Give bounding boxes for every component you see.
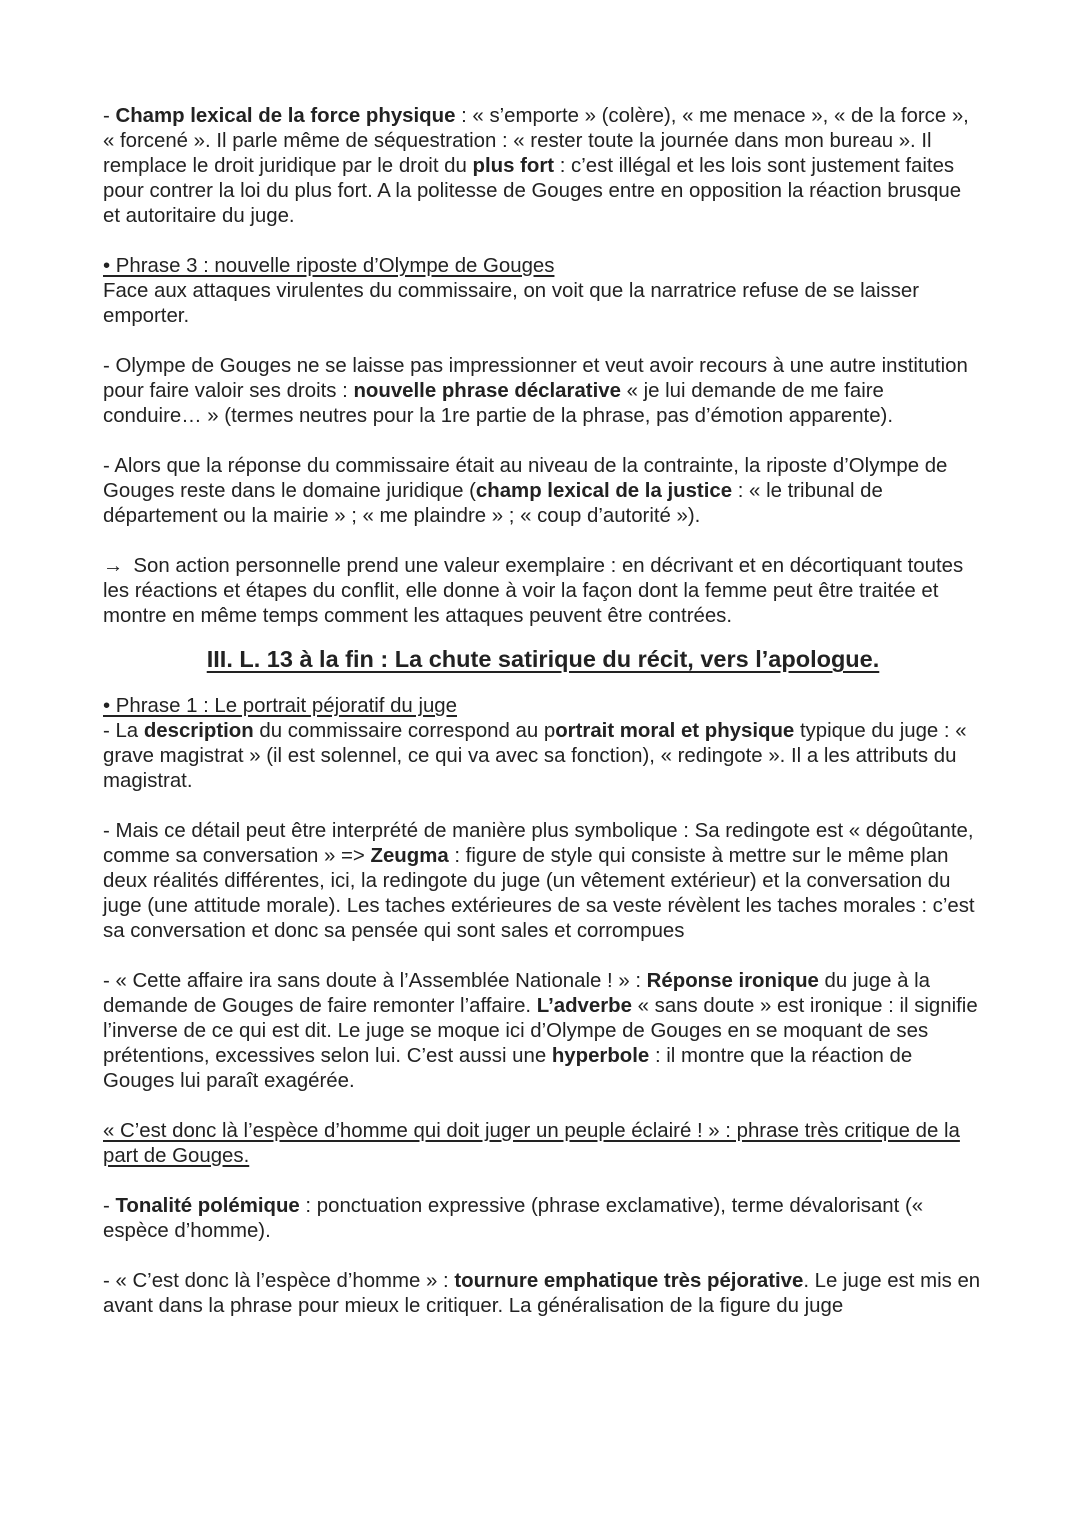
text: « sans doute » est ironique : il signifie l’inverse de ce qui est dit. Le juge se moque ici d’Olympe de Gouges en se moquant de ses prétentions, excessives selon lui. C’est aussi une	[103, 995, 978, 1067]
arrow-icon: →	[103, 555, 124, 577]
subheading-text: • Phrase 3 : nouvelle riposte d’Olympe de Gouges	[103, 255, 555, 277]
bold-term: plus fort	[472, 155, 555, 177]
paragraph-attaques: Face aux attaques virulentes du commissaire, on voit que la narratrice refuse de se laisser emporter.	[103, 280, 920, 327]
text: - La	[103, 720, 144, 742]
paragraph-tonalite-polemique	[103, 1194, 983, 1244]
section-heading-iii: III. L. 13 à la fin : La chute satirique du récit, vers l’apologue.	[206, 646, 880, 672]
paragraph-riposte-juridique	[103, 454, 983, 529]
text: - Alors que la réponse du commissaire était au niveau de la contrainte, la riposte d’Olympe de Gouges reste dans le domaine juridique (	[103, 455, 948, 502]
document-page	[103, 104, 983, 1319]
bold-term: hyperbole	[551, 1045, 650, 1067]
bold-term: Tonalité polémique	[115, 1195, 300, 1217]
text: : « le tribunal de département ou la mairie » ; « me plaindre » ; « coup d’autorité »).	[103, 480, 883, 527]
underlined-quote: « C’est donc là l’espèce d’homme qui doit juger un peuple éclairé ! » : phrase très critique de la part de Gouges.	[103, 1120, 960, 1167]
text: : ponctuation expressive (phrase exclamative), terme dévalorisant (« espèce d’homme).	[103, 1195, 924, 1242]
bold-term: tournure emphatique très péjorative	[454, 1270, 804, 1292]
paragraph-institution	[103, 354, 983, 429]
bold-term: ortrait moral et physique	[555, 720, 795, 742]
paragraph-description-juge	[103, 719, 983, 794]
text: du juge à la demande de Gouges de faire remonter l’affaire.	[103, 970, 930, 1017]
paragraph-zeugma	[103, 819, 983, 944]
text: - « C’est donc là l’espèce d’homme » :	[103, 1270, 455, 1292]
subheading-phrase-3	[103, 254, 983, 279]
text: Son action personnelle prend une valeur exemplaire : en décrivant et en décortiquant toutes les réactions et étapes du conflit, elle donne à voir la façon dont la femme peut être traitée et montre en même temps comment les attaques peuvent être contrées.	[103, 555, 964, 627]
text: : c’est illégal et les lois sont justement faites pour contrer la loi du plus fort. A la politesse de Gouges entre en opposition la réaction brusque et autoritaire du juge.	[103, 155, 962, 227]
text: typique du juge : « grave magistrat » (il est solennel, ce qui va avec sa fonction), « redingote ». Il a les attributs du magistrat.	[103, 720, 967, 792]
paragraph-reponse-ironique	[103, 969, 983, 1094]
bold-term: L’adverbe	[536, 995, 632, 1017]
text: - Olympe de Gouges ne se laisse pas impressionner et veut avoir recours à une autre institution pour faire valoir ses droits :	[103, 355, 968, 402]
text: - « Cette affaire ira sans doute à l’Assemblée Nationale ! » :	[103, 970, 647, 992]
text: du commissaire correspond au p	[253, 720, 556, 742]
bold-term: description	[143, 720, 254, 742]
text: « je lui demande de me faire conduire… » (termes neutres pour la 1re partie de la phrase, pas d’émotion apparente).	[103, 380, 894, 427]
bold-term: Champ lexical de la force physique	[115, 105, 456, 127]
text: : figure de style qui consiste à mettre sur le même plan deux réalités différentes, ici, la redingote du juge (un vêtement extérieur) et la conversation du juge (une attitude morale). Les taches extérieures de sa veste révèlent les taches morales : c’est sa conversation et donc sa pensée qui sont sales et corrompues	[103, 845, 975, 942]
bold-term: Zeugma	[370, 845, 449, 867]
bold-term: champ lexical de la justice	[475, 480, 733, 502]
text: -	[103, 105, 116, 127]
subheading-text: • Phrase 1 : Le portrait péjoratif du juge	[103, 695, 457, 717]
paragraph-valeur-exemplaire	[103, 554, 983, 629]
text: : il montre que la réaction de Gouges lui paraît exagérée.	[103, 1045, 913, 1092]
text: -	[103, 1195, 116, 1217]
paragraph-force-physique	[103, 104, 983, 229]
subheading-phrase-1	[103, 694, 983, 719]
paragraph-tournure-emphatique	[103, 1269, 983, 1319]
text: - Mais ce détail peut être interprété de manière plus symbolique : Sa redingote est « dégoûtante, comme sa conversation » =>	[103, 820, 974, 867]
paragraph-citation-critique	[103, 1119, 983, 1169]
text: : « s’emporte » (colère), « me menace », « de la force », « forcené ». Il parle même de séquestration : « rester toute la journée dans mon bureau ». Il remplace le droit juridique par le droit du	[103, 105, 969, 177]
bold-term: nouvelle phrase déclarative	[353, 380, 621, 402]
bold-term: Réponse ironique	[646, 970, 819, 992]
text: . Le juge est mis en avant dans la phrase pour mieux le critiquer. La généralisation de la figure du juge	[103, 1270, 981, 1317]
